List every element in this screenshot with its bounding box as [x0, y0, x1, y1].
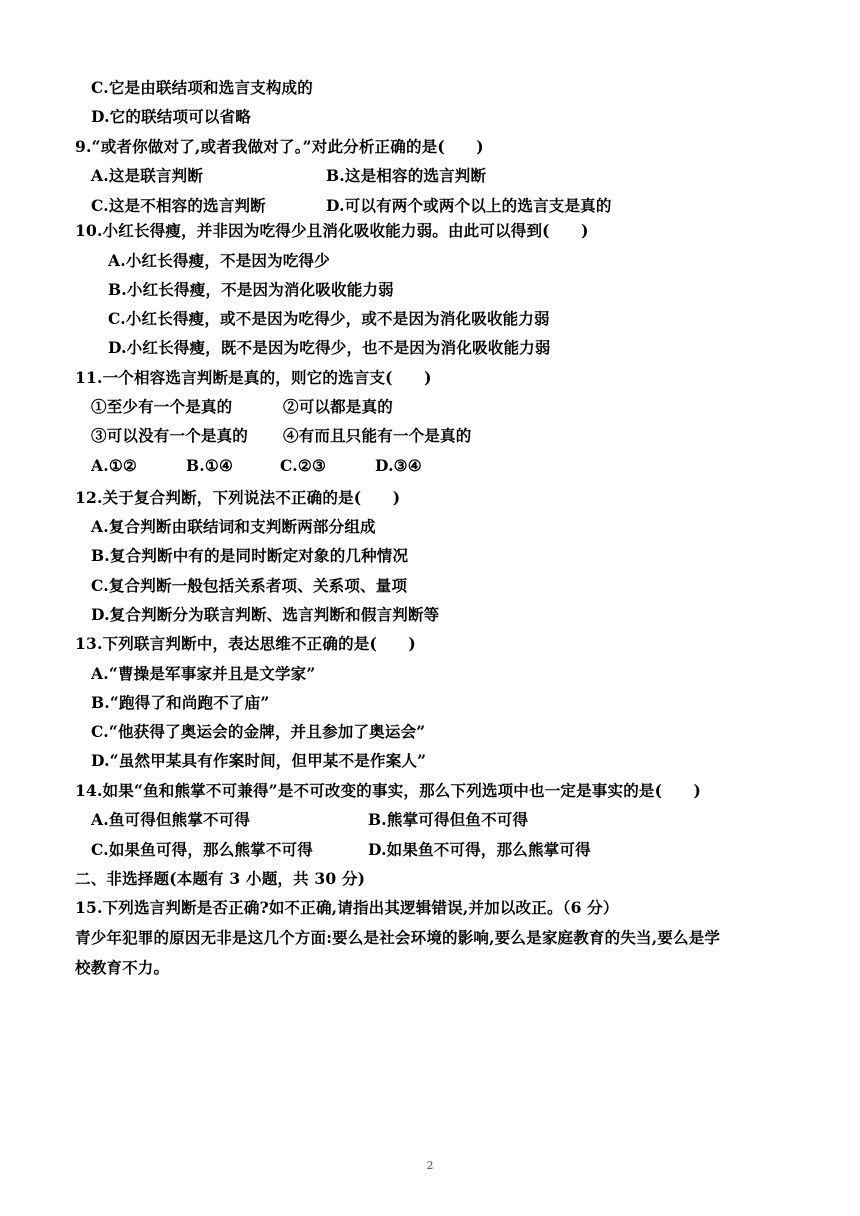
question-9: 9.“或者你做对了,或者我做对了。”对此分析正确的是( ) — [75, 137, 484, 156]
q11-option-a: A.①② — [91, 456, 138, 475]
question-15: 15.下列选言判断是否正确?如不正确,请指出其逻辑错误,并加以改正。（6 分） — [75, 898, 619, 917]
q13-option-c: C.“他获得了奥运会的金牌，并且参加了奥运会” — [91, 722, 426, 741]
q15-passage-line-1: 青少年犯罪的原因无非是这几个方面:要么是社会环境的影响,要么是家庭教育的失当,要么是学 — [75, 928, 721, 947]
q11-statement-4: ④有而且只能有一个是真的 — [283, 426, 472, 445]
q13-option-d: D.“虽然甲某具有作案时间，但甲某不是作案人” — [91, 751, 427, 770]
q14-option-b: B.熊掌可得但鱼不可得 — [368, 810, 529, 829]
q10-option-a: A.小红长得瘦，不是因为吃得少 — [108, 251, 330, 270]
q14-option-d: D.如果鱼不可得，那么熊掌可得 — [368, 840, 591, 859]
q11-statement-1: ①至少有一个是真的 — [91, 397, 233, 416]
q10-option-b: B.小红长得瘦，不是因为消化吸收能力弱 — [108, 280, 394, 299]
question-13: 13.下列联言判断中，表达思维不正确的是( ) — [75, 634, 416, 653]
q11-option-c: C.②③ — [280, 456, 327, 475]
question-12: 12.关于复合判断，下列说法不正确的是( ) — [75, 488, 401, 507]
page-number: 2 — [426, 1159, 434, 1172]
q8-option-d: D.它的联结项可以省略 — [91, 107, 251, 126]
q12-option-d: D.复合判断分为联言判断、选言判断和假言判断等 — [91, 605, 440, 624]
question-14: 14.如果“鱼和熊掌不可兼得”是不可改变的事实，那么下列选项中也一定是事实的是( ) — [75, 781, 702, 800]
question-11: 11.一个相容选言判断是真的，则它的选言支( ) — [75, 368, 432, 387]
q11-statement-3: ③可以没有一个是真的 — [91, 426, 249, 445]
q9-option-b: B.这是相容的选言判断 — [326, 166, 487, 185]
q9-option-d: D.可以有两个或两个以上的选言支是真的 — [326, 196, 612, 215]
q11-option-b: B.①④ — [186, 456, 234, 475]
q12-option-a: A.复合判断由联结词和支判断两部分组成 — [91, 517, 376, 536]
q14-option-a: A.鱼可得但熊掌不可得 — [91, 810, 251, 829]
section-2-heading: 二、非选择题(本题有 3 小题，共 30 分) — [75, 869, 366, 888]
q13-option-b: B.“跑得了和尚跑不了庙” — [91, 693, 270, 712]
q12-option-c: C.复合判断一般包括关系者项、关系项、量项 — [91, 576, 408, 595]
question-10: 10.小红长得瘦，并非因为吃得少且消化吸收能力弱。由此可以得到( ) — [75, 221, 589, 240]
q15-passage-line-2: 校教育不力。 — [75, 958, 170, 977]
q10-option-c: C.小红长得瘦，或不是因为吃得少，或不是因为消化吸收能力弱 — [108, 309, 550, 328]
q10-option-d: D.小红长得瘦，既不是因为吃得少，也不是因为消化吸收能力弱 — [108, 338, 551, 357]
q11-option-d: D.③④ — [375, 456, 422, 475]
q8-option-c: C.它是由联结项和选言支构成的 — [91, 78, 313, 97]
q12-option-b: B.复合判断中有的是同时断定对象的几种情况 — [91, 546, 409, 565]
q13-option-a: A.“曹操是军事家并且是文学家” — [91, 664, 316, 683]
q9-option-a: A.这是联言判断 — [91, 166, 204, 185]
q11-statement-2: ②可以都是真的 — [283, 397, 393, 416]
q14-option-c: C.如果鱼可得，那么熊掌不可得 — [91, 840, 313, 859]
q9-option-c: C.这是不相容的选言判断 — [91, 196, 266, 215]
